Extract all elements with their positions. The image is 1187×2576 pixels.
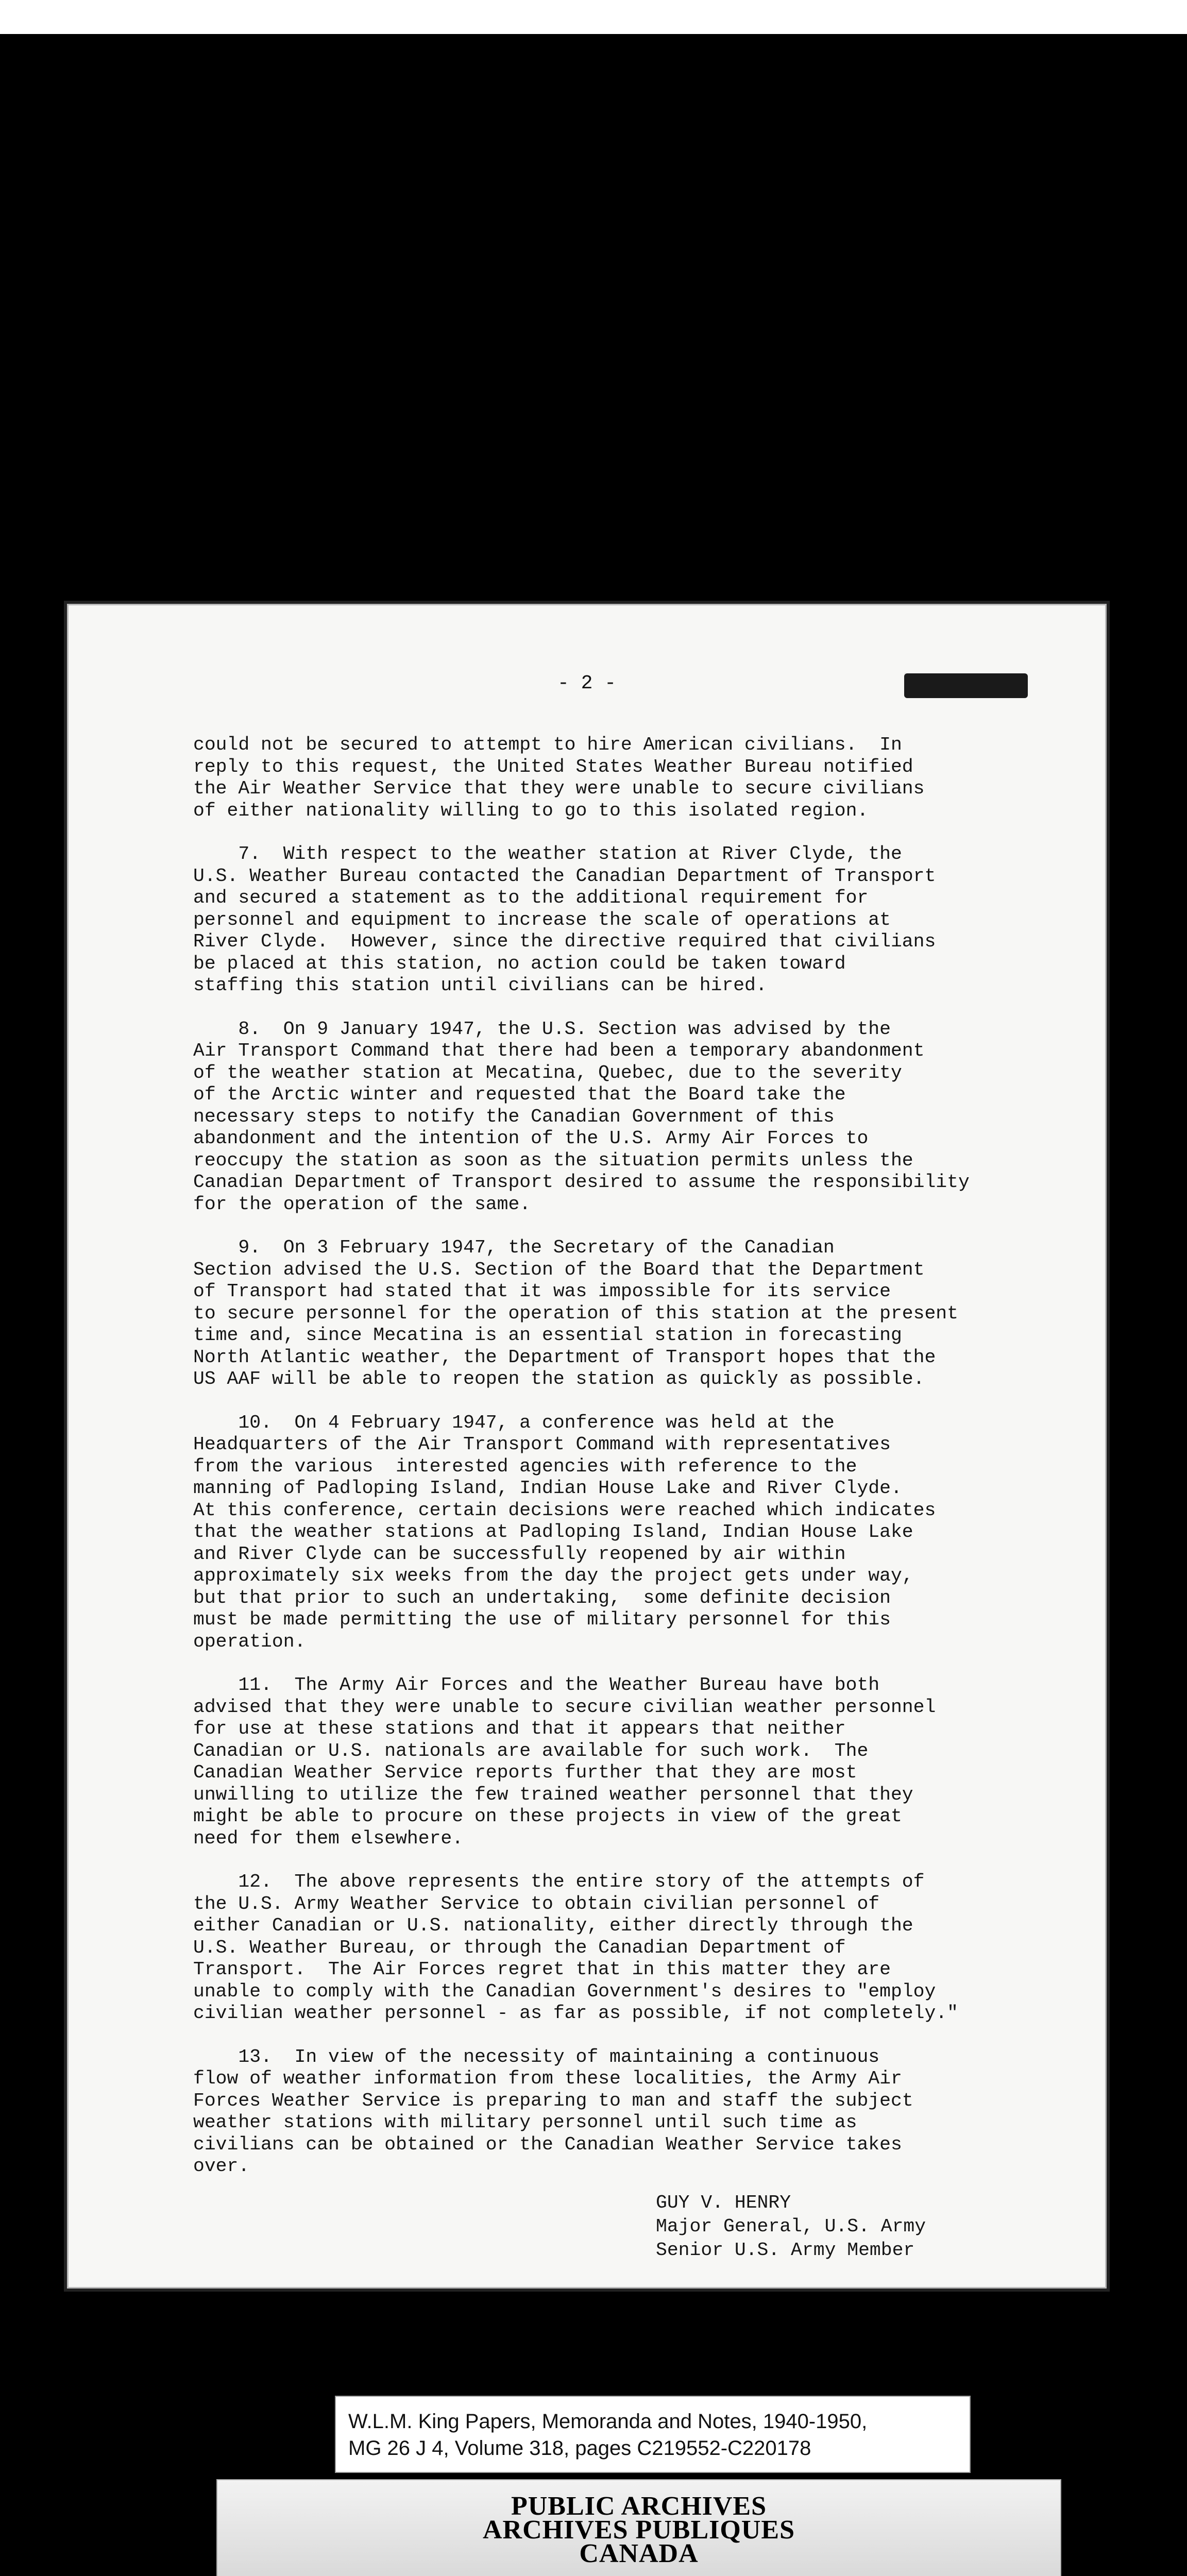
archive-reference-line-1: W.L.M. King Papers, Memoranda and Notes, 1940-1950,: [348, 2410, 868, 2433]
text-line: that the weather stations at Padloping Island, Indian House Lake: [193, 1521, 913, 1543]
text-line: 13. In view of the necessity of maintaining a continuous: [193, 2046, 880, 2067]
text-line: North Atlantic weather, the Department of Transport hopes that the: [193, 1346, 936, 1368]
archive-stamp-line-2: ARCHIVES PUBLIQUES: [482, 2515, 795, 2545]
text-line: weather stations with military personnel until such time as: [193, 2112, 857, 2133]
page-number: - 2 -: [557, 672, 617, 694]
paragraph-11: [193, 1674, 1110, 1850]
text-line: and secured a statement as to the additional requirement for: [193, 887, 869, 908]
text-line: to secure personnel for the operation of this station at the present: [193, 1302, 958, 1324]
signature-role: Senior U.S. Army Member: [656, 2240, 915, 2261]
text-line: for the operation of the same.: [193, 1193, 531, 1215]
paragraph-7: [193, 843, 1110, 997]
text-line: reoccupy the station as soon as the situation permits unless the: [193, 1149, 913, 1171]
text-line: manning of Padloping Island, Indian House Lake and River Clyde.: [193, 1478, 902, 1499]
paragraph-10: [193, 1412, 1110, 1653]
text-line: Transport. The Air Forces regret that in this matter they are: [193, 1959, 891, 1980]
text-line: but that prior to such an undertaking, some definite decision: [193, 1587, 891, 1608]
archive-reference-line-2: MG 26 J 4, Volume 318, pages C219552-C220178: [348, 2437, 811, 2460]
text-line: 8. On 9 January 1947, the U.S. Section was advised by the: [193, 1018, 891, 1040]
text-line: 11. The Army Air Forces and the Weather Bureau have both: [193, 1674, 880, 1696]
text-line: civilian weather personnel - as far as possible, if not completely.": [193, 2003, 958, 2024]
text-line: advised that they were unable to secure civilian weather personnel: [193, 1696, 936, 1718]
document-body: [193, 734, 1110, 2199]
archive-stamp-line-3: CANADA: [579, 2539, 699, 2568]
signature-name: GUY V. HENRY: [656, 2192, 791, 2213]
text-line: be placed at this station, no action could be taken toward: [193, 953, 846, 974]
text-line: U.S. Weather Bureau, or through the Canadian Department of: [193, 1937, 846, 1958]
text-line: of the Arctic winter and requested that the Board take the: [193, 1084, 846, 1105]
text-line: unable to comply with the Canadian Government's desires to "employ: [193, 1980, 936, 2002]
text-line: and River Clyde can be successfully reopened by air within: [193, 1543, 846, 1565]
text-line: U.S. Weather Bureau contacted the Canadian Department of Transport: [193, 865, 936, 887]
text-line: of either nationality willing to go to this isolated region.: [193, 800, 869, 821]
text-line: Section advised the U.S. Section of the Board that the Department: [193, 1259, 925, 1280]
text-line: the U.S. Army Weather Service to obtain civilian personnel of: [193, 1893, 880, 1914]
text-line: time and, since Mecatina is an essential station in forecasting: [193, 1325, 902, 1346]
text-line: River Clyde. However, since the directive required that civilians: [193, 931, 936, 952]
paragraph-13: [193, 2046, 1110, 2178]
text-line: staffing this station until civilians can be hired.: [193, 975, 767, 996]
text-line: necessary steps to notify the Canadian Government of this: [193, 1106, 835, 1127]
document-page: [67, 604, 1107, 2289]
text-line: civilians can be obtained or the Canadian Weather Service takes: [193, 2133, 902, 2155]
text-line: either Canadian or U.S. nationality, either directly through the: [193, 1915, 913, 1936]
text-line: Canadian Weather Service reports further that they are most: [193, 1762, 857, 1783]
text-line: of the weather station at Mecatina, Quebec, due to the severity: [193, 1062, 902, 1083]
signature-block: [656, 2191, 926, 2262]
text-line: US AAF will be able to reopen the station as quickly as possible.: [193, 1368, 925, 1389]
archive-reference-label: [335, 2396, 971, 2473]
text-line: the Air Weather Service that they were unable to secure civilians: [193, 778, 925, 799]
text-line: for use at these stations and that it appears that neither: [193, 1718, 846, 1739]
paragraph-8: [193, 1019, 1110, 1216]
text-line: from the various interested agencies with reference to the: [193, 1455, 857, 1477]
text-line: personnel and equipment to increase the scale of operations at: [193, 909, 891, 930]
text-line: abandonment and the intention of the U.S. Army Air Forces to: [193, 1128, 869, 1149]
text-line: approximately six weeks from the day the project gets under way,: [193, 1565, 913, 1586]
text-line: Canadian or U.S. nationals are available for such work. The: [193, 1740, 869, 1761]
text-line: could not be secured to attempt to hire American civilians. In: [193, 734, 902, 755]
text-line: operation.: [193, 1631, 306, 1652]
archive-stamp-line-1: PUBLIC ARCHIVES: [511, 2492, 767, 2521]
text-line: flow of weather information from these localities, the Army Air: [193, 2068, 902, 2089]
text-line: over.: [193, 2156, 250, 2177]
text-line: 10. On 4 February 1947, a conference was held at the: [193, 1412, 835, 1433]
text-line: Headquarters of the Air Transport Command with representatives: [193, 1434, 891, 1455]
text-line: must be made permitting the use of military personnel for this: [193, 1609, 891, 1630]
text-line: reply to this request, the United States Weather Bureau notified: [193, 756, 913, 777]
text-line: At this conference, certain decisions were reached which indicates: [193, 1499, 936, 1521]
text-line: unwilling to utilize the few trained weather personnel that they: [193, 1784, 913, 1805]
paragraph-12: [193, 1871, 1110, 2025]
paragraph-9: [193, 1237, 1110, 1391]
top-margin-strip: [0, 0, 1187, 34]
text-line: 7. With respect to the weather station at River Clyde, the: [193, 843, 902, 865]
text-line: 12. The above represents the entire story of the attempts of: [193, 1871, 925, 1892]
public-archives-stamp: [216, 2479, 1061, 2576]
text-line: Air Transport Command that there had been a temporary abandonment: [193, 1040, 925, 1061]
paragraph-6-continuation: [193, 734, 1110, 822]
text-line: Forces Weather Service is preparing to man and staff the subject: [193, 2090, 913, 2111]
text-line: need for them elsewhere.: [193, 1827, 464, 1849]
text-line: Canadian Department of Transport desired to assume the responsibility: [193, 1172, 970, 1193]
signature-title: Major General, U.S. Army: [656, 2216, 926, 2237]
document-stamp-code: C219556: [904, 673, 1028, 698]
text-line: might be able to procure on these projects in view of the great: [193, 1806, 902, 1827]
text-line: 9. On 3 February 1947, the Secretary of the Canadian: [193, 1237, 835, 1258]
text-line: of Transport had stated that it was impossible for its service: [193, 1281, 891, 1302]
